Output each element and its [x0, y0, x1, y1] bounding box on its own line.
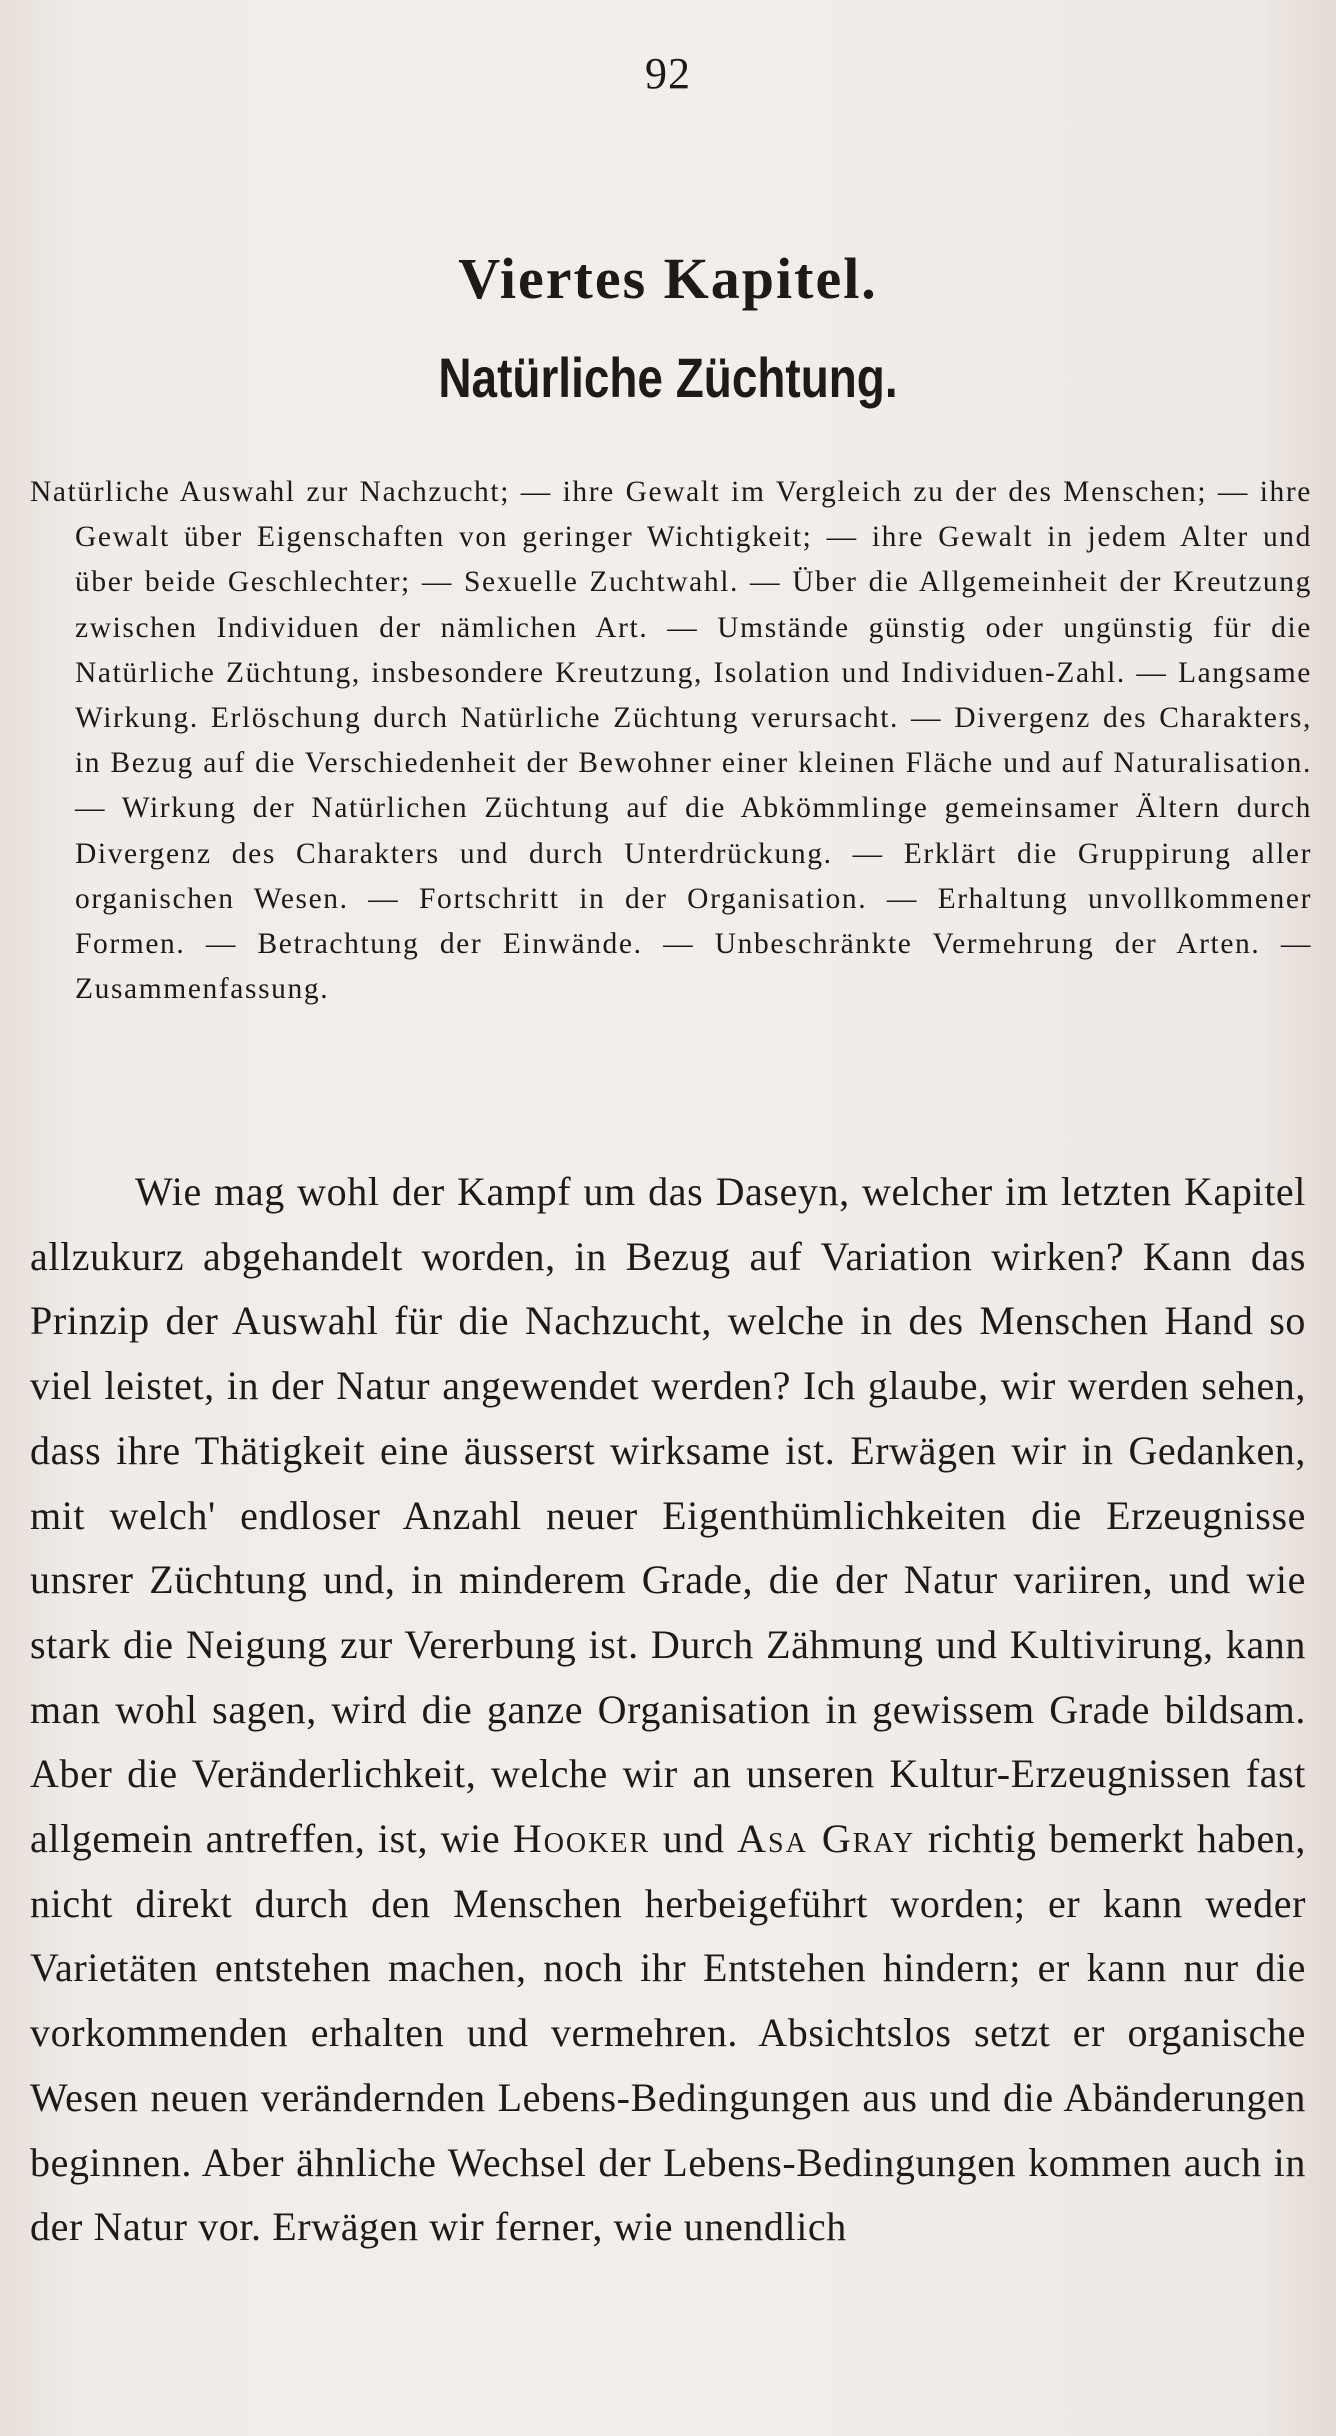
page-number: 92: [645, 49, 691, 98]
chapter-summary: [30, 470, 1312, 1012]
body-text: [30, 1160, 1306, 2260]
body-text-part2: richtig bemerkt haben, nicht direkt durch den Menschen herbeigeführt worden; er kann weder Varietäten entstehen machen, noch ihr Entstehen hindern; er kann nur die vorkommenden erhalten und vermehren. Absichtslos setzt er organische Wesen neuen verändernden Lebens-Bedingungen aus und die Abänderungen beginnen. Aber ähnliche Wechsel der Lebens-Bedingungen kommen auch in der Natur vor. Erwägen wir ferner, wie unendlich: [30, 1816, 1307, 2250]
summary-text: Natürliche Auswahl zur Nachzucht; — ihre Gewalt im Vergleich zu der des Menschen; — ihre Gewalt über Eigenschaften von geringer Wichtigkeit; — ihre Gewalt in jedem Alter und über beide Geschlechter; — Sexuelle Zuchtwahl. — Über die Allgemeinheit der Kreutzung zwischen Individuen der nämlichen Art. — Umstände günstig oder ungünstig für die Natürliche Züchtung, insbesondere Kreutzung, Isolation und Individuen-Zahl. — Langsame Wirkung. Erlöschung durch Natürliche Züchtung verursacht. — Divergenz des Charakters, in Bezug auf die Verschiedenheit der Bewohner einer kleinen Fläche und auf Naturalisation. — Wirkung der Natürlichen Züchtung auf die Abkömmlinge gemeinsamer Ältern durch Divergenz des Charakters und durch Unterdrückung. — Erklärt die Gruppirung aller organischen Wesen. — Fortschritt in der Organisation. — Erhaltung unvollkommener Formen. — Betrachtung der Einwände. — Unbeschränkte Vermehrung der Arten. — Zusammenfassung.: [30, 476, 1312, 1006]
author-name-hooker: Hooker: [512, 1816, 651, 1862]
body-text-part1: Wie mag wohl der Kampf um das Daseyn, welcher im letzten Kapitel allzukurz abgehandelt worden, in Bezug auf Variation wirken? Kann das Prinzip der Auswahl für die Nachzucht, welche in des Menschen Hand so viel leistet, in der Natur angewendet werden? Ich glaube, wir werden sehen, dass ihre Thätigkeit eine äusserst wirksame ist. Erwägen wir in Gedanken, mit welch' endloser Anzahl neuer Eigenthümlichkeiten die Erzeugnisse unsrer Züchtung und, in minderem Grade, die der Natur variiren, und wie stark die Neigung zur Vererbung ist. Durch Zähmung und Kultivirung, kann man wohl sagen, wird die ganze Organisation in gewissem Grade bildsam. Aber die Veränderlichkeit, welche wir an unseren Kultur-Erzeugnissen fast allgemein antreffen, ist, wie: [30, 1169, 1306, 1862]
body-conjunction: und: [662, 1816, 725, 1862]
body-paragraph: [30, 1160, 1306, 2260]
chapter-subtitle: Natürliche Züchtung.: [438, 346, 898, 409]
chapter-title: Viertes Kapitel.: [458, 246, 878, 311]
author-name-asa-gray: Asa Gray: [737, 1816, 916, 1862]
